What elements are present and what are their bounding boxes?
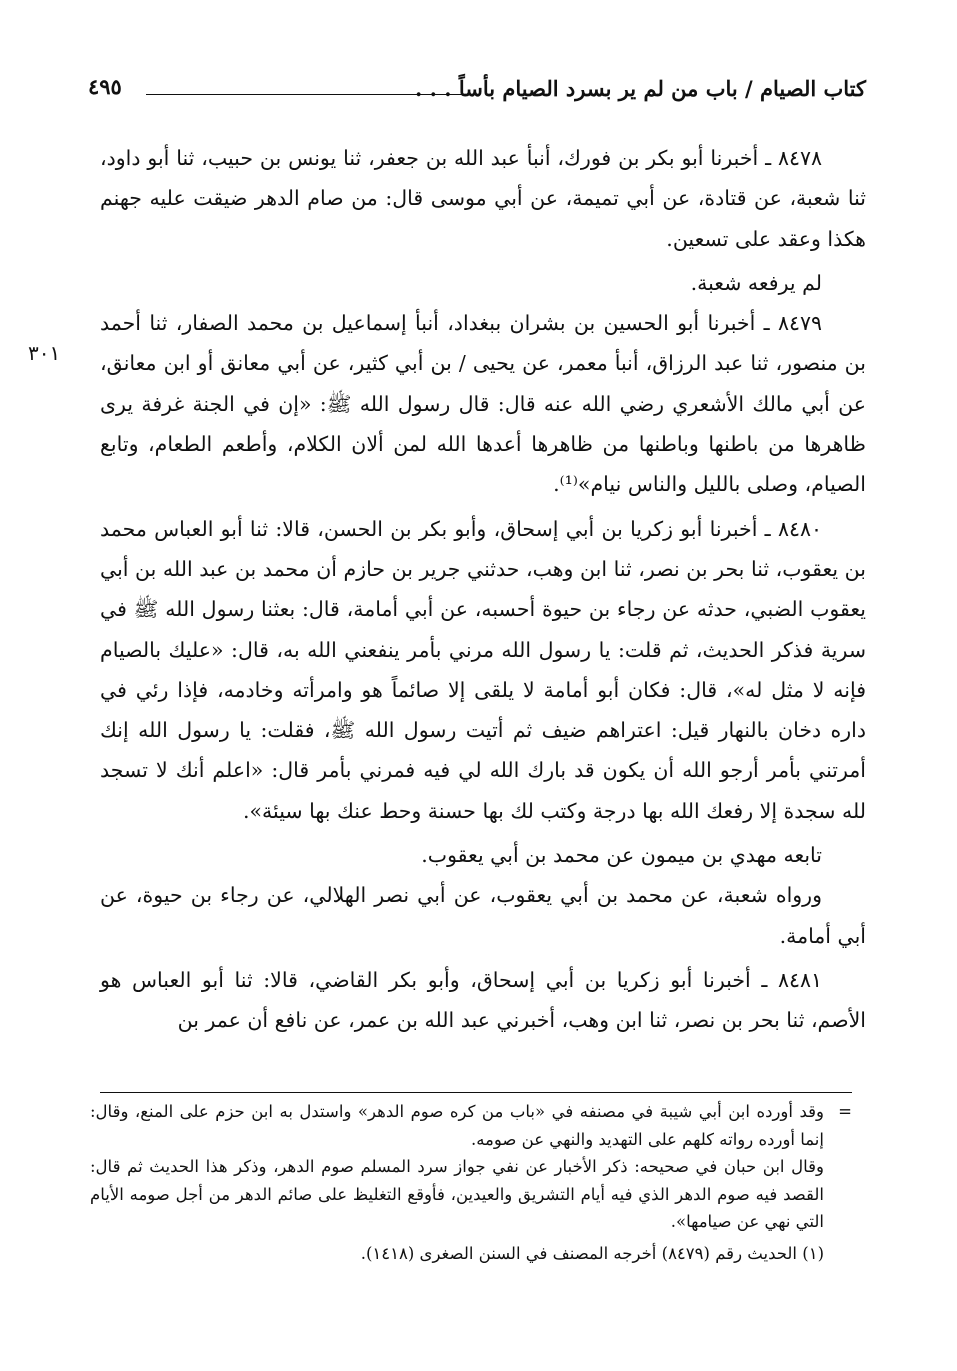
main-text (100, 138, 866, 1041)
hadith-8480: ٨٤٨٠ ـ أخبرنا أبو زكريا بن أبي إسحاق، وأبو بكر بن الحسن، قالا: ثنا أبو العباس محمد بن يعقوب، ثنا بحر بن نصر، ثنا ابن وهب، حدثني جرير بن حازم أن محمد بن عبد الله بن أبي يعقوب الضبي، حدثه عن رجاء بن حيوة أحسبه، عن أبي أمامة، قال: بعثنا رسول الله ﷺ في سرية فذكر الحديث، ثم قلت: يا رسول الله مرني بأمر ينفعني الله به، قال: «عليك بالصيام فإنه لا مثل له»، قال: فكان أبو أمامة لا يلقى إلا صائماً هو وامرأته وخادمه، فإذا رئي في داره دخان بالنهار قيل: اعتراهم ضيف ثم أتيت رسول الله ﷺ، فقلت: يا رسول الله إنك أمرتني بأمر أرجو الله أن يكون قد بارك الله لي فيه فمرني بأمر قال: «اعلم أنك لا تسجد لله سجدة إلا رفعك الله بها درجة وكتب لك بها حسنة وحط عنك بها سيئة». (100, 516, 866, 823)
footnotes (90, 1098, 852, 1267)
footnote-separator (100, 1092, 852, 1093)
commentary-line: ورواه شعبة، عن محمد بن أبي يعقوب، عن أبي نصر الهلالي، عن رجاء بن حيوة، عن أبي أمامة. (100, 883, 866, 948)
continuation-mark: = (838, 1102, 852, 1121)
footnote-1: (١) الحديث رقم (٨٤٧٩) أخرجه المصنف في السنن الصغرى (١٤١٨). (360, 1243, 824, 1263)
page-number: ٤٩٥ (88, 74, 122, 99)
commentary-line: لم يرفعه شعبة. (690, 270, 822, 295)
page-header (88, 74, 866, 110)
hadith-8481: ٨٤٨١ ـ أخبرنا أبو زكريا بن أبي إسحاق، وأبو بكر القاضي، قالا: ثنا أبو العباس هو الأصم، ثنا بحر بن نصر، ثنا ابن وهب، أخبرني عبد الله بن عمر، عن نافع أن عمر بن (100, 967, 866, 1033)
hadith-8479: ٨٤٧٩ ـ أخبرنا أبو الحسين بن بشران ببغداد، أنبأ إسماعيل بن محمد الصفار، ثنا أحمد بن منصور، ثنا عبد الرزاق، أنبأ معمر، عن يحيى / بن أبي كثير، عن أبي معانق أو ابن معانق، عن أبي مالك الأشعري رضي الله عنه قال: قال رسول الله ﷺ: «إن في الجنة غرفة يرى ظاهرها من باطنها وباطنها من ظاهرها أعدها الله لمن ألان الكلام، وأطعم الطعام، وتابع الصيام، وصلى بالليل والناس نيام»⁽¹⁾. (100, 311, 866, 497)
hadith-8478: ٨٤٧٨ ـ أخبرنا أبو بكر بن فورك، أنبأ عبد الله بن جعفر، ثنا يونس بن حبيب، ثنا أبو داود، ثنا شعبة، عن قتادة، عن أبي تميمة، عن أبي موسى قال: من صام الدهر ضيقت عليه جهنم هكذا وعقد على تسعين. (100, 146, 866, 251)
running-title: كتاب الصيام / باب من لم ير بسرد الصيام بأساً . . . (414, 76, 866, 101)
footnote-text: وقد أورده ابن أبي شيبة في مصنفه في «باب من كره صوم الدهر» واستدل به ابن حزم على المنع، وقال: إنما أورده رواته كلهم على التهديد والنهي عن صومه. (90, 1102, 824, 1149)
commentary-line: تابعه مهدي بن ميمون عن محمد بن أبي يعقوب. (421, 843, 822, 868)
footnote-text: وقال ابن حبان في صحيحه: ذكر الأخبار عن نفي جواز سرد المسلم صوم الدهر، وذكر هذا الحديث ثم قال: القصد فيه صوم الدهر الذي فيه أيام التشريق والعيدين، فأوقع التغليظ على صائم الدهر من أجل صومه الأيام التي نهي عن صيامها». (90, 1157, 824, 1231)
header-rule (146, 94, 466, 95)
margin-page-reference: ٣٠١ (28, 341, 61, 365)
footnote-continuation (90, 1098, 852, 1153)
